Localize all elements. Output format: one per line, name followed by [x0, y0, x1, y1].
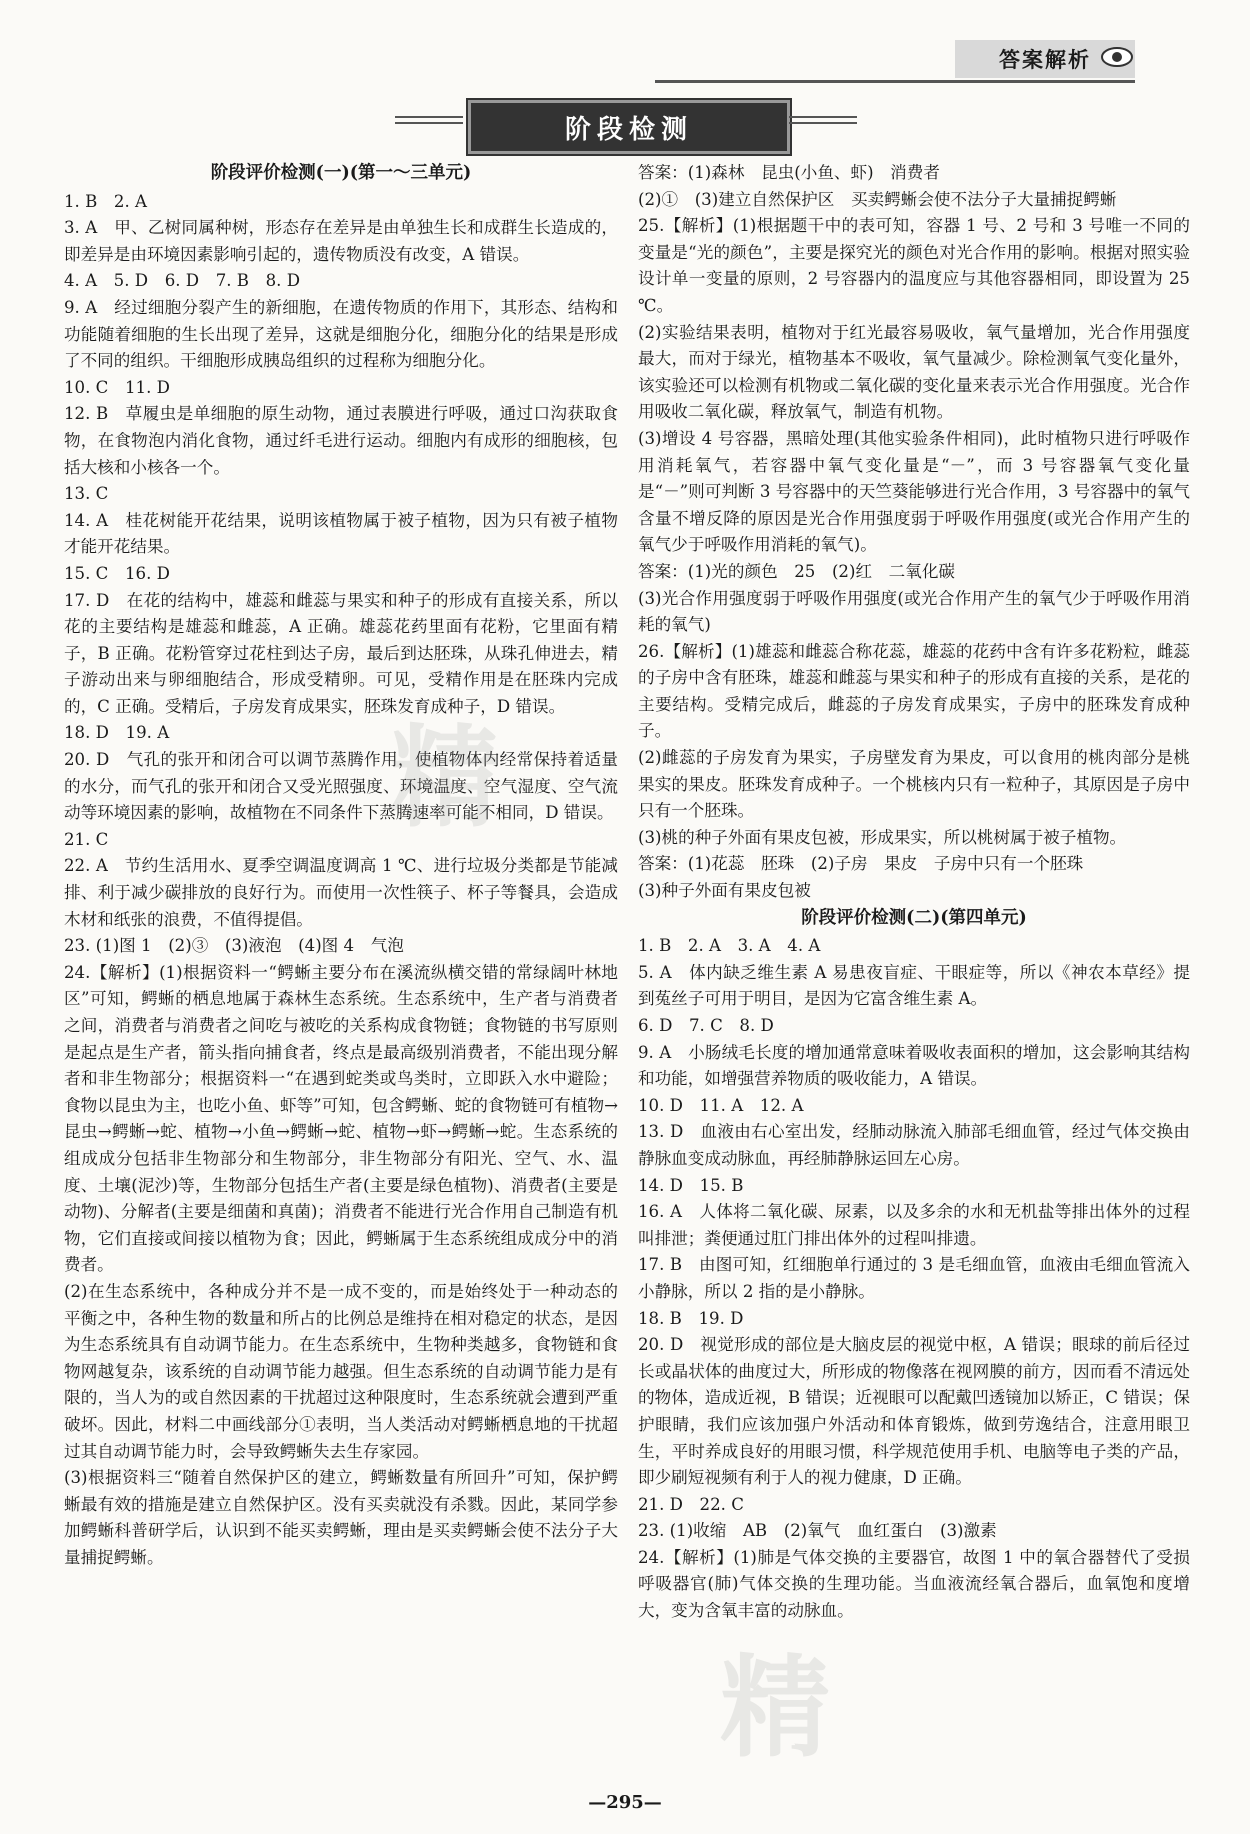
- answer-paragraph: 21. C: [64, 829, 109, 849]
- answer-paragraph: 14. D 15. B: [638, 1175, 744, 1195]
- answer-paragraph: 26.【解析】(1)雄蕊和雌蕊合称花蕊，雄蕊的花药中含有许多花粉粒，雌蕊的子房中含有胚珠，雄蕊和雌蕊与果实和种子的形成有直接的关系，是花的主要结构。受精完成后，雌蕊的子房发育成果实，子房中的胚珠发育成种子。: [638, 641, 1190, 741]
- answer-paragraph: 13. D 血液由右心室出发，经肺动脉流入肺部毛细血管，经过气体交换由静脉血变成动脉血，再经肺静脉运回左心房。: [638, 1122, 1190, 1168]
- answer-paragraph: 15. C 16. D: [64, 563, 170, 583]
- answer-paragraph: 18. B 19. D: [638, 1308, 744, 1328]
- answer-paragraph: 1. B 2. A: [64, 191, 147, 211]
- answer-paragraph: 18. D 19. A: [64, 723, 170, 743]
- answer-paragraph: 16. A 人体将二氧化碳、尿素，以及多余的水和无机盐等排出体外的过程叫排泄；粪便通过肛门排出体外的过程叫排遗。: [638, 1202, 1190, 1248]
- answer-paragraph: (3)种子外面有果皮包被: [638, 881, 811, 901]
- answer-paragraph: 3. A 甲、乙树同属种树，形态存在差异是由单独生长和成群生长造成的，即差异是由环境因素影响引起的，遗传物质没有改变，A 错误。: [64, 218, 618, 264]
- answer-paragraph: (3)光合作用强度弱于呼吸作用强度(或光合作用产生的氧气少于呼吸作用消耗的氧气): [638, 588, 1190, 635]
- banner-right-decoration: [789, 116, 857, 130]
- answer-paragraph: (2)① (3)建立自然保护区 买卖鳄蜥会使不法分子大量捕捉鳄蜥: [638, 189, 1117, 209]
- answer-paragraph: (3)桃的种子外面有果皮包被，形成果实，所以桃树属于被子植物。: [638, 827, 1127, 847]
- answer-paragraph: (2)雌蕊的子房发育为果实，子房壁发育为果皮，可以食用的桃肉部分是桃果实的果皮。胚珠发育成种子。一个桃核内只有一粒种子，其原因是子房中只有一个胚珠。: [638, 748, 1190, 821]
- answer-paragraph: 1. B 2. A 3. A 4. A: [638, 936, 821, 956]
- answer-paragraph: 20. D 视觉形成的部位是大脑皮层的视觉中枢，A 错误；眼球的前后径过长或晶状体的曲度过大，所形成的物像落在视网膜的前方，因而看不清远处的物体，造成近视，B 错误；近视眼可以配戴凹透镜加以矫正，C 错误；保护眼睛，我们应该加强户外活动和体育锻炼，做到劳逸结合，注意用眼卫生，平时养成良好的用眼习惯，科学规范使用手机、电脑等电子类的产品，即少刷短视频有利于人的视力健康，D 正确。: [638, 1335, 1190, 1488]
- answer-paragraph: 24.【解析】(1)肺是气体交换的主要器官，故图 1 中的氧合器替代了受损呼吸器官(肺)气体交换的生理功能。当血液流经氧合器后，血氧饱和度增大，变为含氧丰富的动脉血。: [638, 1547, 1190, 1621]
- answer-paragraph: 10. C 11. D: [64, 377, 170, 397]
- answer-paragraph: 22. A 节约生活用水、夏季空调温度调高 1 ℃、进行垃圾分类都是节能减排、利于减少碳排放的良好行为。而使用一次性筷子、杯子等餐具，会造成木材和纸张的浪费，不值得提倡。: [64, 856, 618, 929]
- answer-paragraph: 5. A 体内缺乏维生素 A 易患夜盲症、干眼症等，所以《神农本草经》提到菟丝子可用于明目，是因为它富含维生素 A。: [638, 962, 1190, 1009]
- answer-paragraph: (3)根据资料三“随着自然保护区的建立，鳄蜥数量有所回升”可知，保护鳄蜥最有效的措施是建立自然保护区。没有买卖就没有杀戮。因此，某同学参加鳄蜥科普研学后，认识到不能买卖鳄蜥，理由是买卖鳄蜥会使不法分子大量捕捉鳄蜥。: [64, 1468, 618, 1567]
- answer-paragraph: 4. A 5. D 6. D 7. B 8. D: [64, 271, 300, 291]
- answer-paragraph: 6. D 7. C 8. D: [638, 1016, 774, 1035]
- answer-paragraph: 9. A 小肠绒毛长度的增加通常意味着吸收表面积的增加，这会影响其结构和功能，如增强营养物质的吸收能力，A 错误。: [638, 1042, 1190, 1089]
- answer-paragraph: 23. (1)收缩 AB (2)氧气 血红蛋白 (3)激素: [638, 1521, 997, 1541]
- banner-title: 阶段检测: [468, 100, 790, 154]
- answer-paragraph: 答案：(1)森林 昆虫(小鱼、虾) 消费者: [638, 163, 940, 182]
- answer-paragraph: 14. A 桂花树能开花结果，说明该植物属于被子植物，因为只有被子植物才能开花结果。: [64, 510, 618, 557]
- answer-paragraph: 23. (1)图 1 (2)③ (3)液泡 (4)图 4 气泡: [64, 936, 404, 956]
- page-number: —295—: [588, 1792, 662, 1813]
- answer-paragraph: (3)增设 4 号容器，黑暗处理(其他实验条件相同)，此时植物只进行呼吸作用消耗氧气，若容器中氧气变化量是“－”，而 3 号容器氧气变化量是“－”则可判断 3 号容器中的天竺葵能够进行光合作用，3 号容器中的氧气含量不增反降的原因是光合作用强度弱于呼吸作用强度(或光合作用产生的氧气少于呼吸作用消耗的氧气)。: [638, 428, 1190, 555]
- banner-left-decoration: [395, 116, 463, 130]
- eye-icon: [1100, 44, 1134, 70]
- answer-paragraph: 17. B 由图可知，红细胞单行通过的 3 是毛细血管，血液由毛细血管流入小静脉，所以 2 指的是小静脉。: [638, 1255, 1190, 1301]
- watermark: 精: [390, 714, 500, 842]
- answer-paragraph: 20. D 气孔的张开和闭合可以调节蒸腾作用，使植物体内经常保持着适量的水分，而气孔的张开和闭合又受光照强度、环境温度、空气湿度、空气流动等环境因素的影响，故植物在不同条件下蒸腾速率可能不相同，D 错误。: [64, 750, 618, 823]
- answer-paragraph: 25.【解析】(1)根据题干中的表可知，容器 1 号、2 号和 3 号唯一不同的变量是“光的颜色”，主要是探究光的颜色对光合作用的影响。根据对照实验设计单一变量的原则，2 号容器内的温度应与其他容器相同，即设置为 25 ℃。: [638, 216, 1190, 315]
- watermark: 精: [720, 1644, 830, 1772]
- answer-paragraph: 答案：(1)花蕊 胚珠 (2)子房 果皮 子房中只有一个胚珠: [638, 854, 1084, 874]
- answer-paragraph: (2)实验结果表明，植物对于红光最容易吸收，氧气量增加，光合作用强度最大，而对于绿光，植物基本不吸收，氧气量减少。除检测氧气变化量外，该实验还可以检测有机物或二氧化碳的变化量来表示光合作用强度。光合作用吸收二氧化碳，释放氧气，制造有机物。: [638, 322, 1190, 422]
- answer-paragraph: 答案：(1)光的颜色 25 (2)红 二氧化碳: [638, 561, 956, 581]
- right-column: [638, 160, 1190, 1625]
- left-column: [64, 160, 618, 1571]
- answer-paragraph: (2)在生态系统中，各种成分并不是一成不变的，而是始终处于一种动态的平衡之中，各种生物的数量和所占的比例总是维持在相对稳定的状态，是因为生态系统具有自动调节能力。在生态系统中，生物种类越多，食物链和食物网越复杂，该系统的自动调节能力越强。但生态系统的自动调节能力是有限的，当人为的或自然因素的干扰超过这种限度时，生态系统就会遭到严重破坏。因此，材料二中画线部分①表明，当人类活动对鳄蜥栖息地的干扰超过其自动调节能力时，会导致鳄蜥失去生存家园。: [64, 1281, 618, 1461]
- section-header-label: 答案解析: [999, 48, 1091, 72]
- answer-paragraph: 10. D 11. A 12. A: [638, 1095, 804, 1115]
- answer-paragraph: 13. C: [64, 484, 109, 504]
- answer-paragraph: 21. D 22. C: [638, 1494, 744, 1514]
- section-title: 阶段评价检测(二)(第四单元): [801, 907, 1027, 928]
- answer-paragraph: 9. A 经过细胞分裂产生的新细胞，在遗传物质的作用下，其形态、结构和功能随着细胞的生长出现了差异，这就是细胞分化，细胞分化的结果是形成了不同的组织。干细胞形成胰岛组织的过程称为细胞分化。: [64, 297, 618, 371]
- header-rule: [655, 80, 1135, 83]
- answer-paragraph: 24.【解析】(1)根据资料一“鳄蜥主要分布在溪流纵横交错的常绿阔叶林地区”可知，鳄蜥的栖息地属于森林生态系统。生态系统中，生产者与消费者之间，消费者与消费者之间吃与被吃的关系构成食物链；食物链的书写原则是起点是生产者，箭头指向捕食者，终点是最高级别消费者，不能出现分解者和非生物部分；根据资料一“在遇到蛇类或鸟类时，立即跃入水中避险；食物以昆虫为主，也吃小鱼、虾等”可知，包含鳄蜥、蛇的食物链可有植物→昆虫→鳄蜥→蛇、植物→小鱼→鳄蜥→蛇、植物→虾→鳄蜥→蛇。生态系统的组成成分包括非生物部分和生物部分，非生物部分有阳光、空气、水、温度、土壤(泥沙)等，生物部分包括生产者(主要是绿色植物)、消费者(主要是动物)、分解者(主要是细菌和真菌)；消费者不能进行光合作用自己制造有机物，它们直接或间接以植物为食；因此，鳄蜥属于生态系统组成成分中的消费者。: [64, 962, 618, 1275]
- answer-paragraph: 17. D 在花的结构中，雄蕊和雌蕊与果实和种子的形成有直接关系，所以花的主要结构是雄蕊和雌蕊，A 正确。雄蕊花药里面有花粉，它里面有精子，B 正确。花粉管穿过花柱到达子房，最后到达胚珠，从珠孔伸进去，精子游动出来与卵细胞结合，形成受精卵。可见，受精作用是在胚珠内完成的，C 正确。受精后，子房发育成果实，胚珠发育成种子，D 错误。: [64, 590, 618, 716]
- answer-paragraph: 12. B 草履虫是单细胞的原生动物，通过表膜进行呼吸，通过口沟获取食物，在食物泡内消化食物，通过纤毛进行运动。细胞内有成形的细胞核，包括大核和小核各一个。: [64, 404, 618, 477]
- section-title: 阶段评价检测(一)(第一～三单元): [210, 163, 472, 183]
